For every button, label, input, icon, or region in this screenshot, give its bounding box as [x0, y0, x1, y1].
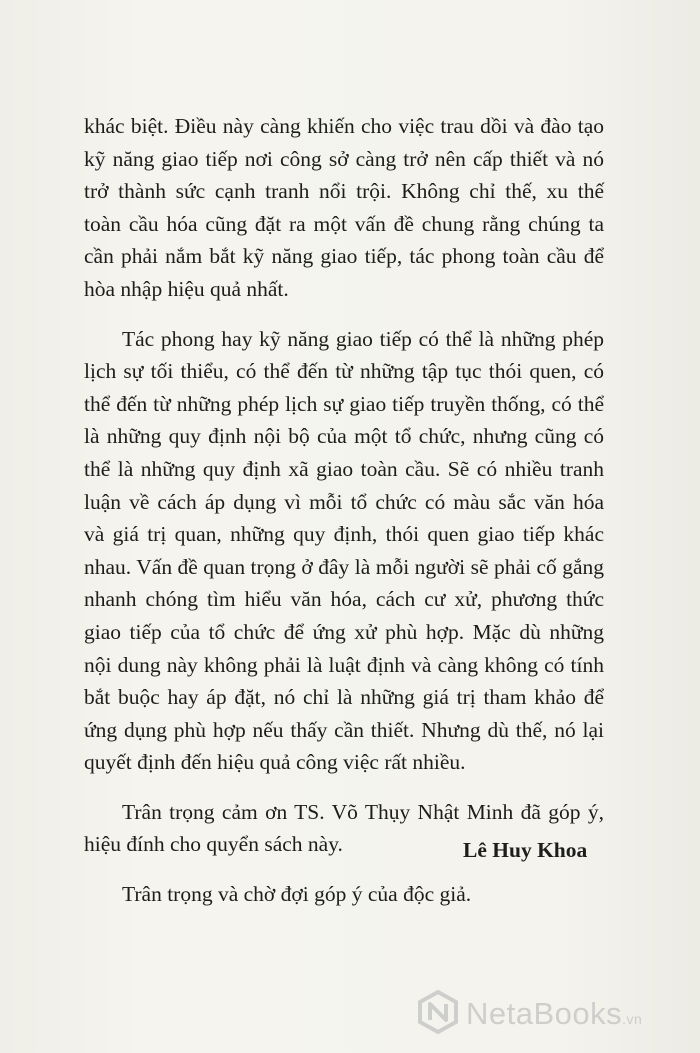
text-line: ứng dụng phù hợp nếu thấy cần thiết. Nhưng dù thế, nó lại	[84, 717, 604, 742]
text-line: thể đến từ những phép lịch sự giao tiếp truyền thống, có thể	[84, 391, 604, 416]
paragraph-1	[84, 110, 604, 306]
text-line: giao tiếp của tổ chức để ứng xử phù hợp. Mặc dù những	[84, 619, 604, 644]
text-line: lịch sự tối thiểu, có thể đến từ những tập tục thói quen, có	[84, 359, 604, 384]
text-line: là những quy định nội bộ của một tổ chức, nhưng cũng có	[84, 424, 604, 449]
text-line: khác biệt. Điều này càng khiến cho việc trau dồi và đào tạo	[84, 114, 604, 138]
text-line: Trân trọng cảm ơn TS. Võ Thụy Nhật Minh đã góp ý,	[122, 799, 604, 824]
text-line: quyết định đến hiệu quả công việc rất nhiều.	[84, 750, 466, 775]
paragraph-4	[84, 878, 604, 911]
text-line: thể là những quy định xã giao toàn cầu. Sẽ có nhiều tranh	[84, 456, 604, 481]
paragraph-2	[84, 323, 604, 779]
text-line: toàn cầu hóa cũng đặt ra một vấn đề chung rằng chúng ta	[84, 211, 604, 236]
text-line: nội dung này không phải là luật định và càng không có tính	[84, 652, 604, 677]
text-line: trở thành sức cạnh tranh nổi trội. Không chỉ thế, xu thế	[84, 179, 604, 204]
text-line: cần phải nắm bắt kỹ năng giao tiếp, tác phong toàn cầu để	[84, 244, 604, 269]
text-line: bắt buộc hay áp đặt, nó chỉ là những giá trị tham khảo để	[84, 685, 604, 710]
text-line: hiệu đính cho quyển sách này.	[84, 832, 343, 857]
body-text	[84, 110, 604, 911]
watermark-suffix: .vn	[622, 1011, 643, 1027]
netabooks-logo-icon	[416, 990, 460, 1039]
text-line: nhanh chóng tìm hiểu văn hóa, cách cư xử, phương thức	[84, 587, 604, 612]
text-line: nhau. Vấn đề quan trọng ở đây là mỗi người sẽ phải cố gắng	[84, 554, 604, 579]
author-signature: Lê Huy Khoa	[463, 838, 588, 862]
watermark-brand: NetaBooks	[466, 996, 623, 1031]
text-line: kỹ năng giao tiếp nơi công sở càng trở nên cấp thiết và nó	[84, 146, 604, 171]
text-line: và giá trị quan, những quy định, thói quen giao tiếp khác	[84, 522, 604, 547]
netabooks-watermark	[416, 990, 642, 1038]
text-line: Trân trọng và chờ đợi góp ý của độc giả.	[122, 882, 472, 907]
text-line: Tác phong hay kỹ năng giao tiếp có thể là những phép	[122, 326, 604, 351]
text-line: luận về cách áp dụng vì mỗi tổ chức có màu sắc văn hóa	[84, 489, 604, 514]
watermark-text	[466, 996, 642, 1032]
text-line: hòa nhập hiệu quả nhất.	[84, 276, 289, 301]
